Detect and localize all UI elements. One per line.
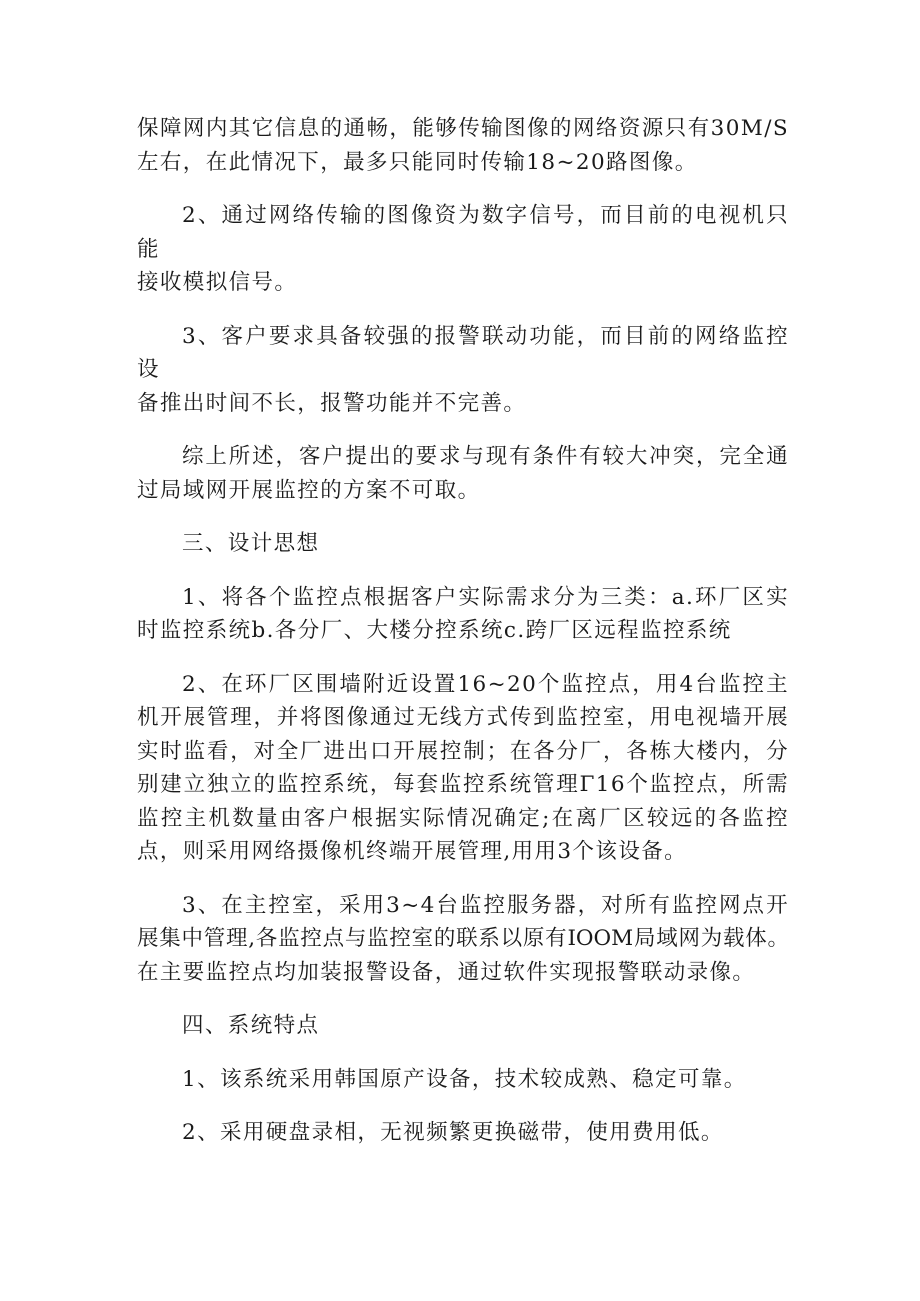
section-heading (137, 527, 789, 561)
paragraph (137, 112, 789, 179)
section-heading (137, 1009, 789, 1043)
text-line: 1、该系统采用韩国原产设备，技术较成熟、稳定可靠。 (182, 1066, 747, 1092)
text-line: 2、采用硬盘录相，无视频繁更换磁带，使用费用低。 (182, 1120, 724, 1145)
text-line: 在主要监控点均加装报警设备，通过软件实现报警联动录像。 (137, 959, 756, 985)
paragraph (137, 1116, 789, 1150)
section-heading-text: 四、系统特点 (182, 1013, 320, 1038)
text-line: 机开展管理，并将图像通过无线方式传到监控室，用电视墙开展 (137, 705, 789, 730)
text-line: 3、客户要求具备较强的报警联动功能，而目前的网络监控设 (137, 323, 789, 382)
text-line: 别建立独立的监控系统，每套监控系统管理Γ16个监控点，所需 (137, 772, 789, 797)
text-line: 实时监看，对全厂进出口开展控制；在各分厂，各栋大楼内，分 (137, 738, 789, 764)
paragraph (137, 440, 789, 507)
paragraph (137, 199, 789, 300)
text-line: 监控主机数量由客户根据实际情况确定;在离厂区较远的各监控 (137, 805, 789, 831)
paragraph (137, 320, 789, 421)
text-line: 展集中管理,各监控点与监控室的联系以原有IOOM局域网为载体。 (137, 926, 789, 951)
paragraph (137, 581, 789, 648)
text-line: 3、在主控室，采用3~4台监控服务器，对所有监控网点开 (182, 892, 789, 918)
text-line: 过局域网开展监控的方案不可取。 (137, 477, 481, 503)
text-line: 2、通过网络传输的图像资为数字信号，而目前的电视机只能 (137, 203, 789, 262)
paragraph (137, 668, 789, 869)
document-body (137, 112, 789, 1170)
text-line: 1、将各个监控点根据客户实际需求分为三类：a.环厂区实 (182, 584, 789, 610)
text-line: 综上所述，客户提出的要求与现有条件有较大冲突，完全通 (182, 444, 789, 469)
text-line: 保障网内其它信息的通畅，能够传输图像的网络资源只有30M/S (137, 116, 789, 141)
text-line: 备推出时间不长，报警功能并不完善。 (137, 390, 527, 416)
text-line: 接收模拟信号。 (137, 270, 298, 295)
paragraph (137, 1063, 789, 1097)
text-line: 2、在环厂区围墙附近设置16~20个监控点，用4台监控主 (182, 671, 789, 697)
text-line: 左右，在此情况下，最多只能同时传输18~20路图像。 (137, 149, 698, 175)
section-heading-text: 三、设计思想 (182, 531, 320, 556)
text-line: 时监控系统b.各分厂、大楼分控系统c.跨厂区远程监控系统 (137, 618, 732, 643)
text-line: 点，则采用网络摄像机终端开展管理,用用3个该设备。 (137, 839, 688, 864)
paragraph (137, 889, 789, 990)
